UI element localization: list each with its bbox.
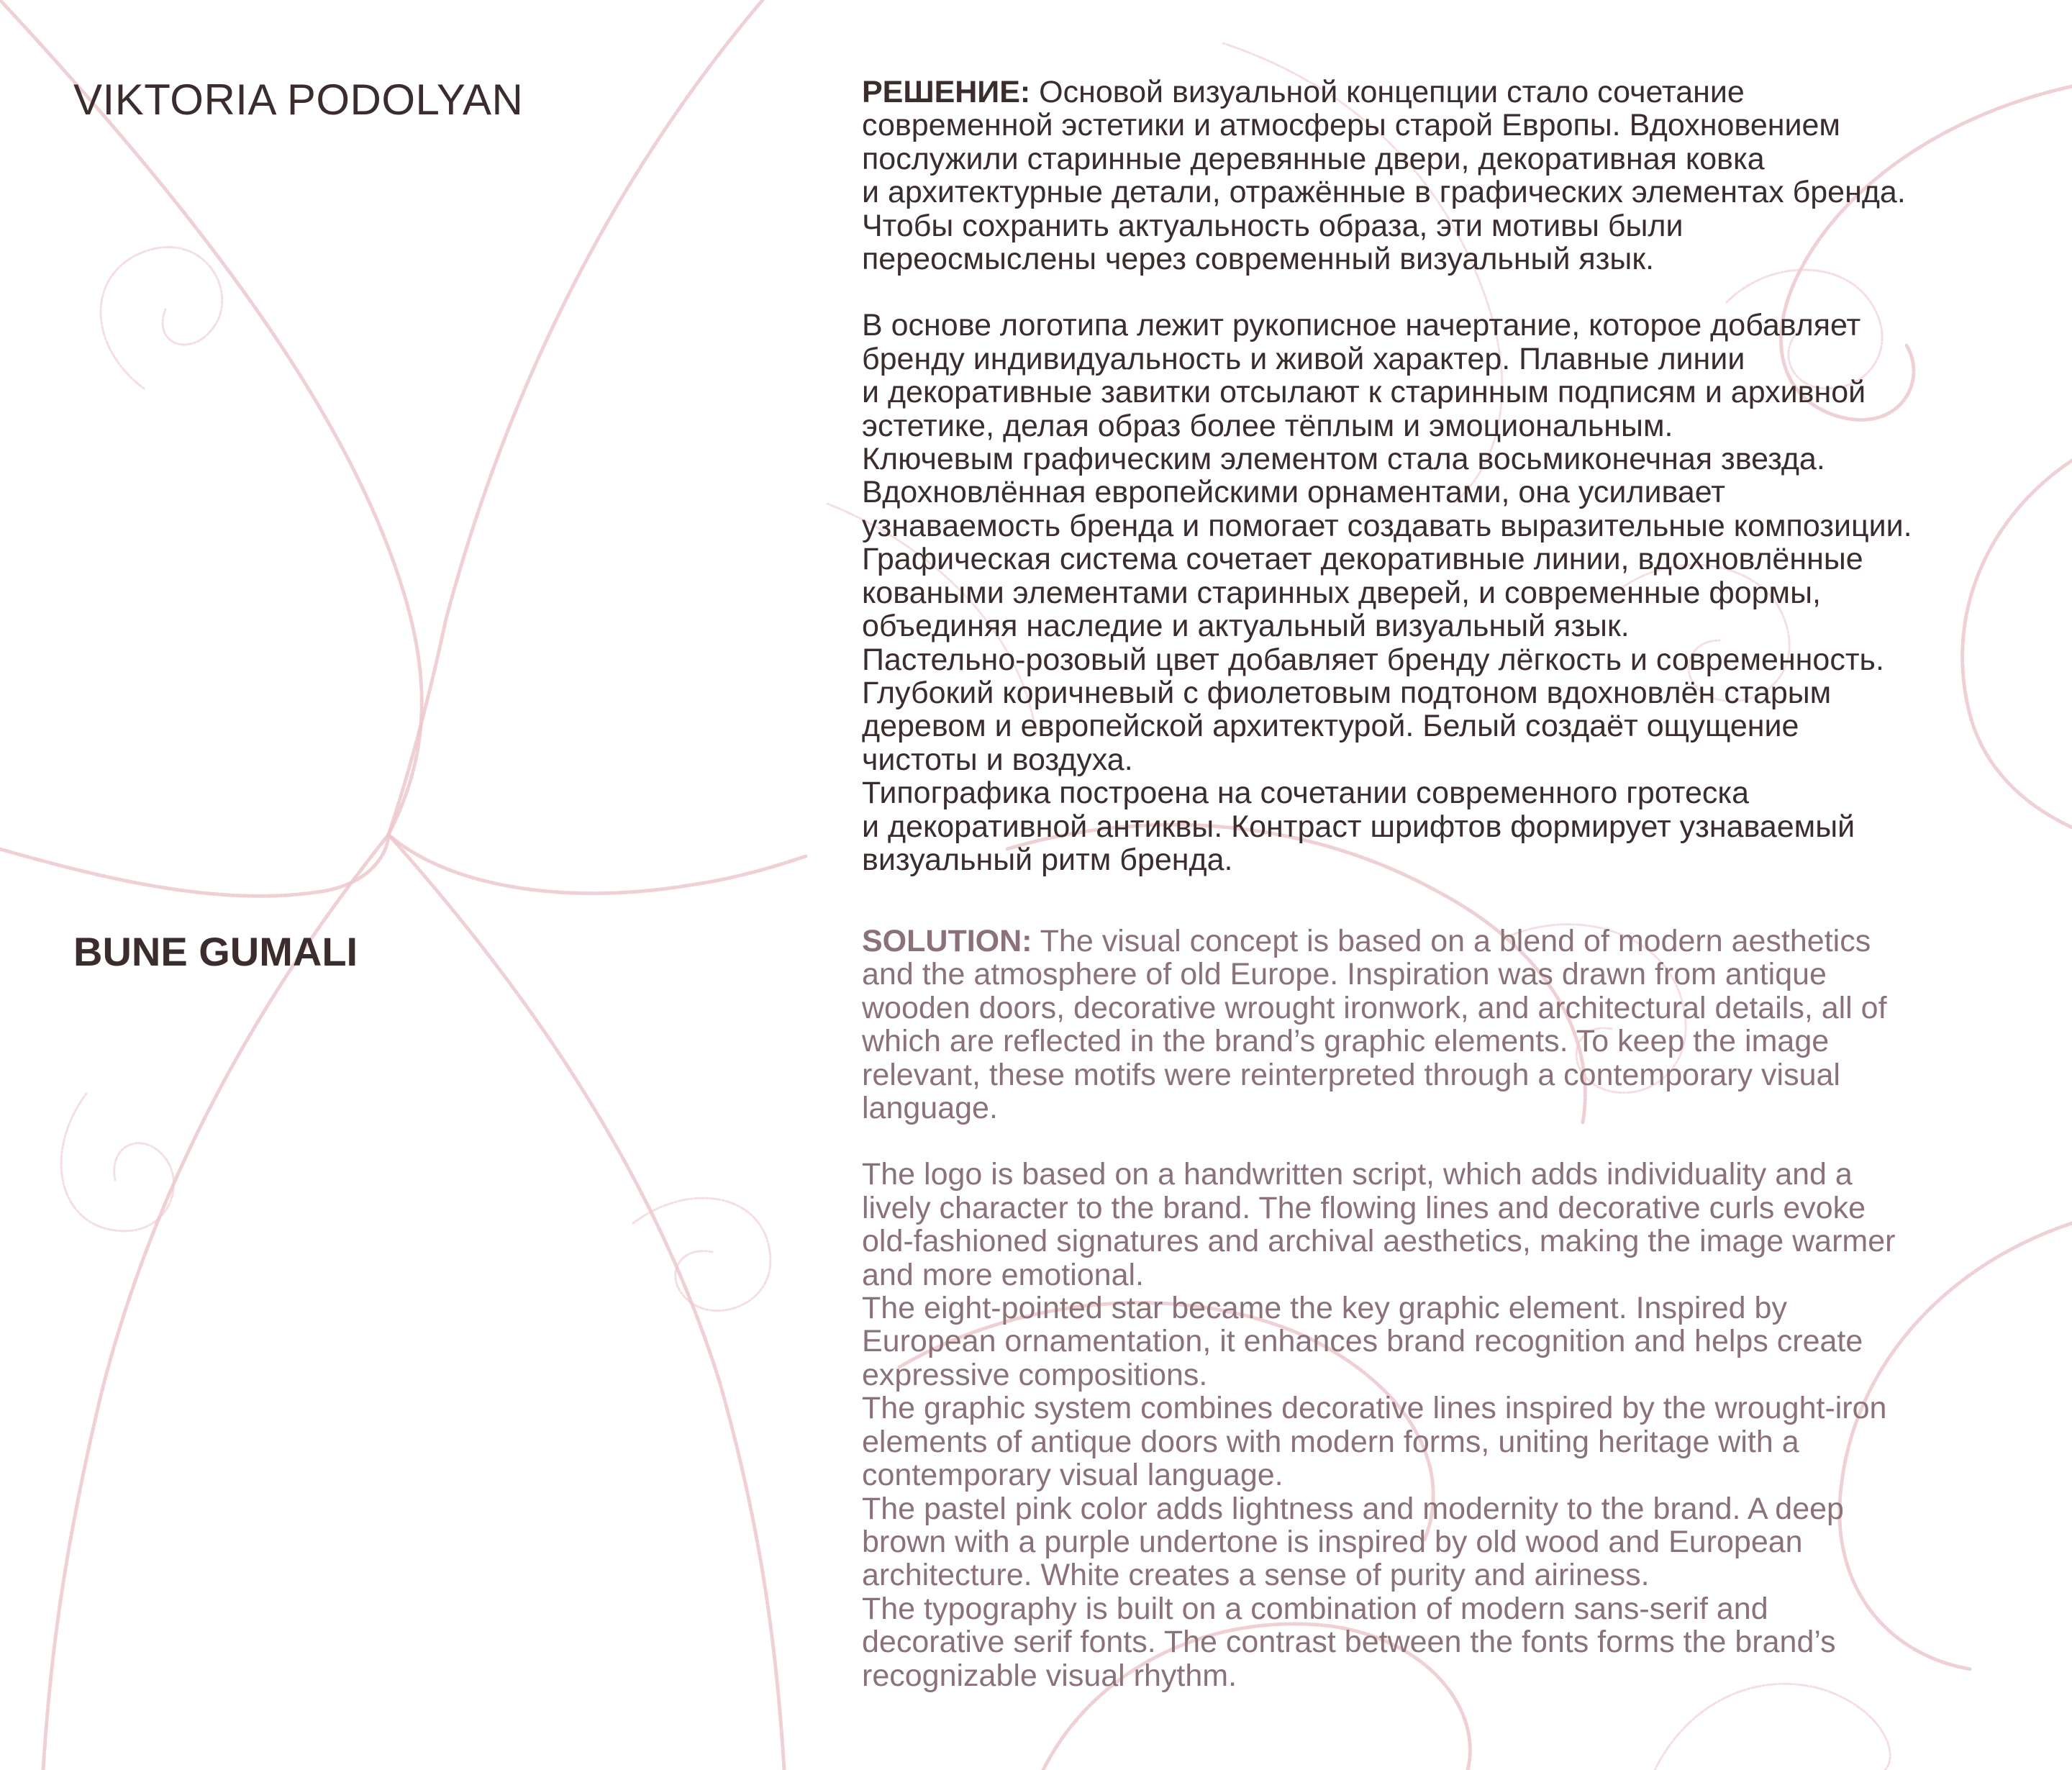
brand-name: BUNE GUMALI [73,929,358,974]
russian-lead-label: РЕШЕНИЕ: [862,75,1031,109]
english-lead-label: SOLUTION: [862,924,1032,958]
russian-description [862,76,2056,876]
english-paragraph-1 [862,925,2056,1125]
russian-paragraph-2: В основе логотипа лежит рукописное начертание, которое добавляет бренду индивидуальность и живой характер. Плавные линии и декоративные завитки отсылают к старинным подписям и архивной эстетике, делая образ более тёплым и эмоциональным. Ключевым графическим элементом стала восьмиконечная звезда. Вдохновлённая европейскими орнаментами, она усиливает узнаваемость бренда и помогает создавать выразительные композиции. Графическая система сочетает декоративные линии, вдохновлённые коваными элементами старинных дверей, и современные формы, объединяя наследие и актуальный визуальный язык. Пастельно-розовый цвет добавляет бренду лёгкость и современность. Глубокий коричневый с фиолетовым подтоном вдохновлён старым деревом и европейской архитектурой. Белый создаёт ощущение чистоты и воздуха. Типографика построена на сочетании современного гротеска и декоративной антиквы. Контраст шрифтов формирует узнаваемый визуальный ритм бренда. [862,308,1912,877]
english-paragraph-1-text: The visual concept is based on a blend of modern aesthetics and the atmosphere of old Europe. Inspiration was drawn from antique wooden doors, decorative wrought ironwork, and architectural details, all of which are reflected in the brand’s graphic elements. To keep the image relevant, these motifs were reinterpreted through a contemporary visual language. [862,924,1887,1126]
english-description [862,925,2056,1692]
russian-paragraph-1 [862,76,2056,276]
russian-paragraph-1-text: Основой визуальной концепции стало сочетание современной эстетики и атмосферы старой Европы. Вдохновением послужили старинные деревянные двери, декоративная ковка и архитектурные детали, отражённые в графических элементах бренда. Чтобы сохранить актуальность образа, эти мотивы были переосмыслены через современный визуальный язык. [862,75,1906,277]
author-name: VIKTORIA PODOLYAN [73,76,524,124]
english-paragraph-2: The logo is based on a handwritten script, which adds individuality and a lively character to the brand. The flowing lines and decorative curls evoke old-fashioned signatures and archival aesthetics, making the image warmer and more emotional. The eight-pointed star became the key graphic element. Inspired by European ornamentation, it enhances brand recognition and helps create expressive compositions. The graphic system combines decorative lines inspired by the wrought-iron elements of antique doors with modern forms, uniting heritage with a contemporary visual language. The pastel pink color adds lightness and modernity to the brand. A deep brown with a purple undertone is inspired by old wood and European architecture. White creates a sense of purity and airiness. The typography is built on a combination of modern sans-serif and decorative serif fonts. The contrast between the fonts forms the brand’s recognizable visual rhythm. [862,1157,1896,1693]
